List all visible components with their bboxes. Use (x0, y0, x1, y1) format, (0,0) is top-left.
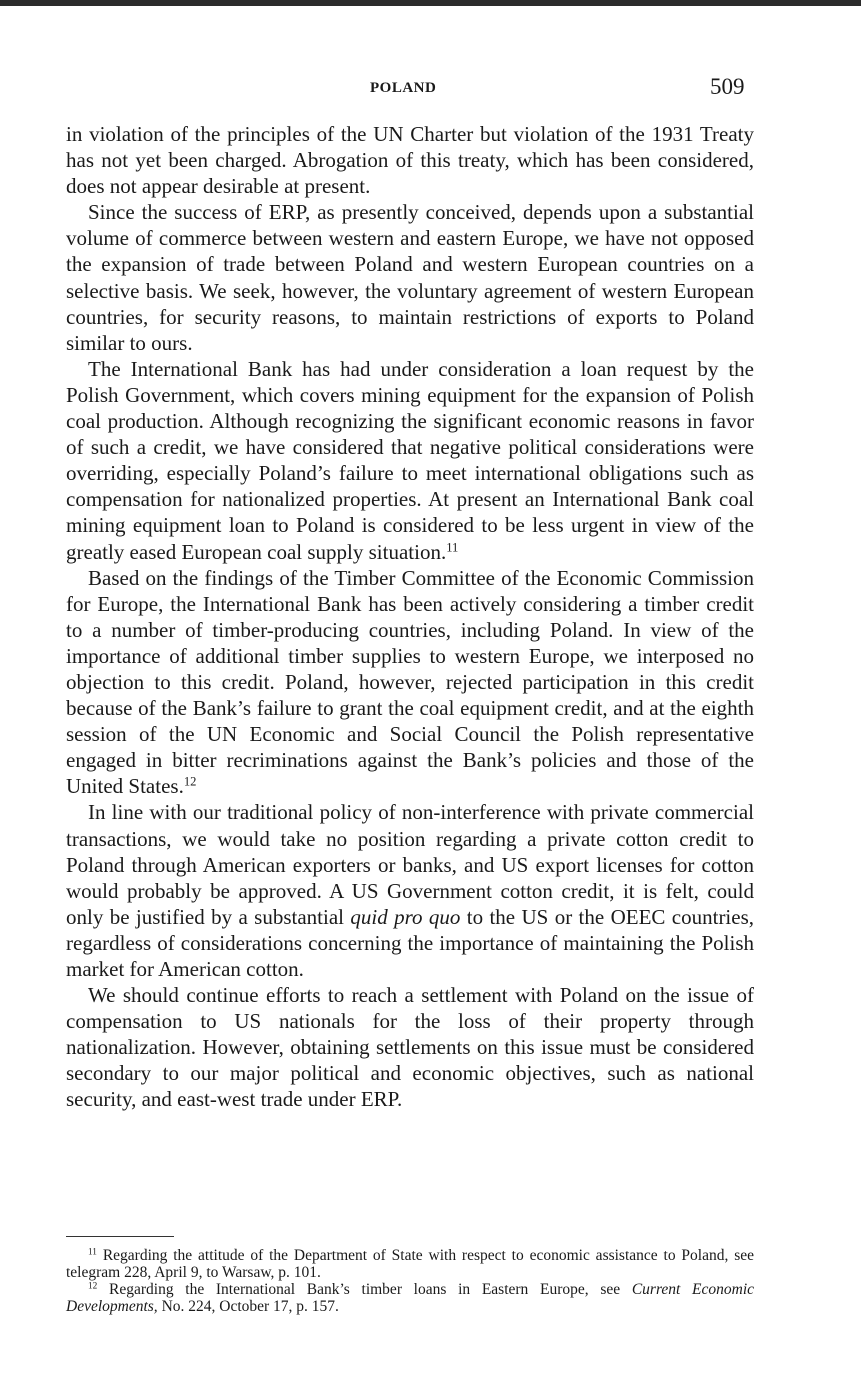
paragraph-5-text-a: In line with our traditional policy of non-interference with private commercial transactions, we would take no position regarding a private cotton credit to Poland through American exporters or banks, and US export licenses for cotton would probably be approved. A US Government cotton credit, it is felt, could only be justified by a substantial (66, 800, 754, 929)
footnote-12 (66, 1281, 754, 1315)
paragraph-4 (66, 565, 754, 800)
footnote-12-italic: Current Economic Developments, (66, 1281, 755, 1315)
running-head-title: POLAND (370, 80, 437, 96)
paragraph-1 (66, 121, 754, 199)
paragraph-4-text: Based on the findings of the Timber Committee of the Economic Commission for Europe, the International Bank has been actively considering a timber credit to a number of timber-producing countries, including Poland. In view of the importance of additional timber supplies to western Europe, we interposed no objection to this credit. Poland, however, rejected participation in this credit because of the Bank’s failure to grant the coal equipment credit, and at the eighth session of the UN Economic and Social Council the Polish representative engaged in bitter recriminations against the Bank’s policies and those of the United States. (66, 565, 754, 799)
paragraph-6 (66, 982, 754, 1112)
footnote-11-mark: 11 (88, 1247, 97, 1258)
footnote-11-text: Regarding the attitude of the Department of State with respect to economic assistance to Poland, see telegram 228, April 9, to Warsaw, p. 101. (66, 1247, 754, 1281)
footnote-divider (66, 1236, 174, 1237)
paragraph-5-italic: quid pro quo (350, 904, 461, 929)
body-text (66, 121, 754, 1113)
paragraph-6-text: We should continue efforts to reach a settlement with Poland on the issue of compensation to US nationals for the loss of their property through nationalization. However, obtaining settlements on this issue must be considered secondary to our major political and economic objectives, such as national security, and east-west trade under ERP. (66, 983, 754, 1112)
paragraph-3 (66, 356, 754, 565)
paragraph-5-text-b: to the US or the OEEC countries, regardless of considerations concerning the importance of maintaining the Polish market for American cotton. (66, 904, 755, 981)
footnote-12-text: Regarding the International Bank’s timber loans in Eastern Europe, see (109, 1281, 621, 1298)
footnote-12-tail: No. 224, October 17, p. 157. (161, 1298, 339, 1315)
paragraph-2-text: Since the success of ERP, as presently conceived, depends upon a substantial volume of commerce between western and eastern Europe, we have not opposed the expansion of trade between Poland and western European countries on a selective basis. We seek, however, the voluntary agreement of western European countries, for security reasons, to maintain restrictions of exports to Poland similar to ours. (66, 200, 754, 355)
running-head (0, 74, 861, 102)
paragraph-5 (66, 799, 754, 982)
footnotes (66, 1247, 754, 1315)
footnote-ref-12: 12 (183, 774, 197, 789)
paragraph-2 (66, 199, 754, 356)
footnote-ref-11: 11 (446, 539, 459, 554)
paragraph-1-text: in violation of the principles of the UN Charter but violation of the 1931 Treaty has not yet been charged. Abrogation of this treaty, which has been considered, does not appear desirable at present. (66, 122, 754, 199)
paragraph-3-text: The International Bank has had under consideration a loan request by the Polish Government, which covers mining equipment for the expansion of Polish coal production. Although recognizing the significant economic reasons in favor of such a credit, we have considered that negative political considerations were overriding, especially Poland’s failure to meet international obligations such as compensation for nationalized properties. At present an International Bank coal mining equipment loan to Poland is considered to be less urgent in view of the greatly eased European coal supply situation. (66, 356, 754, 564)
footnote-11 (66, 1247, 754, 1281)
page-top-edge (0, 0, 861, 6)
footnote-12-mark: 12 (88, 1281, 98, 1292)
page-number: 509 (710, 74, 745, 99)
